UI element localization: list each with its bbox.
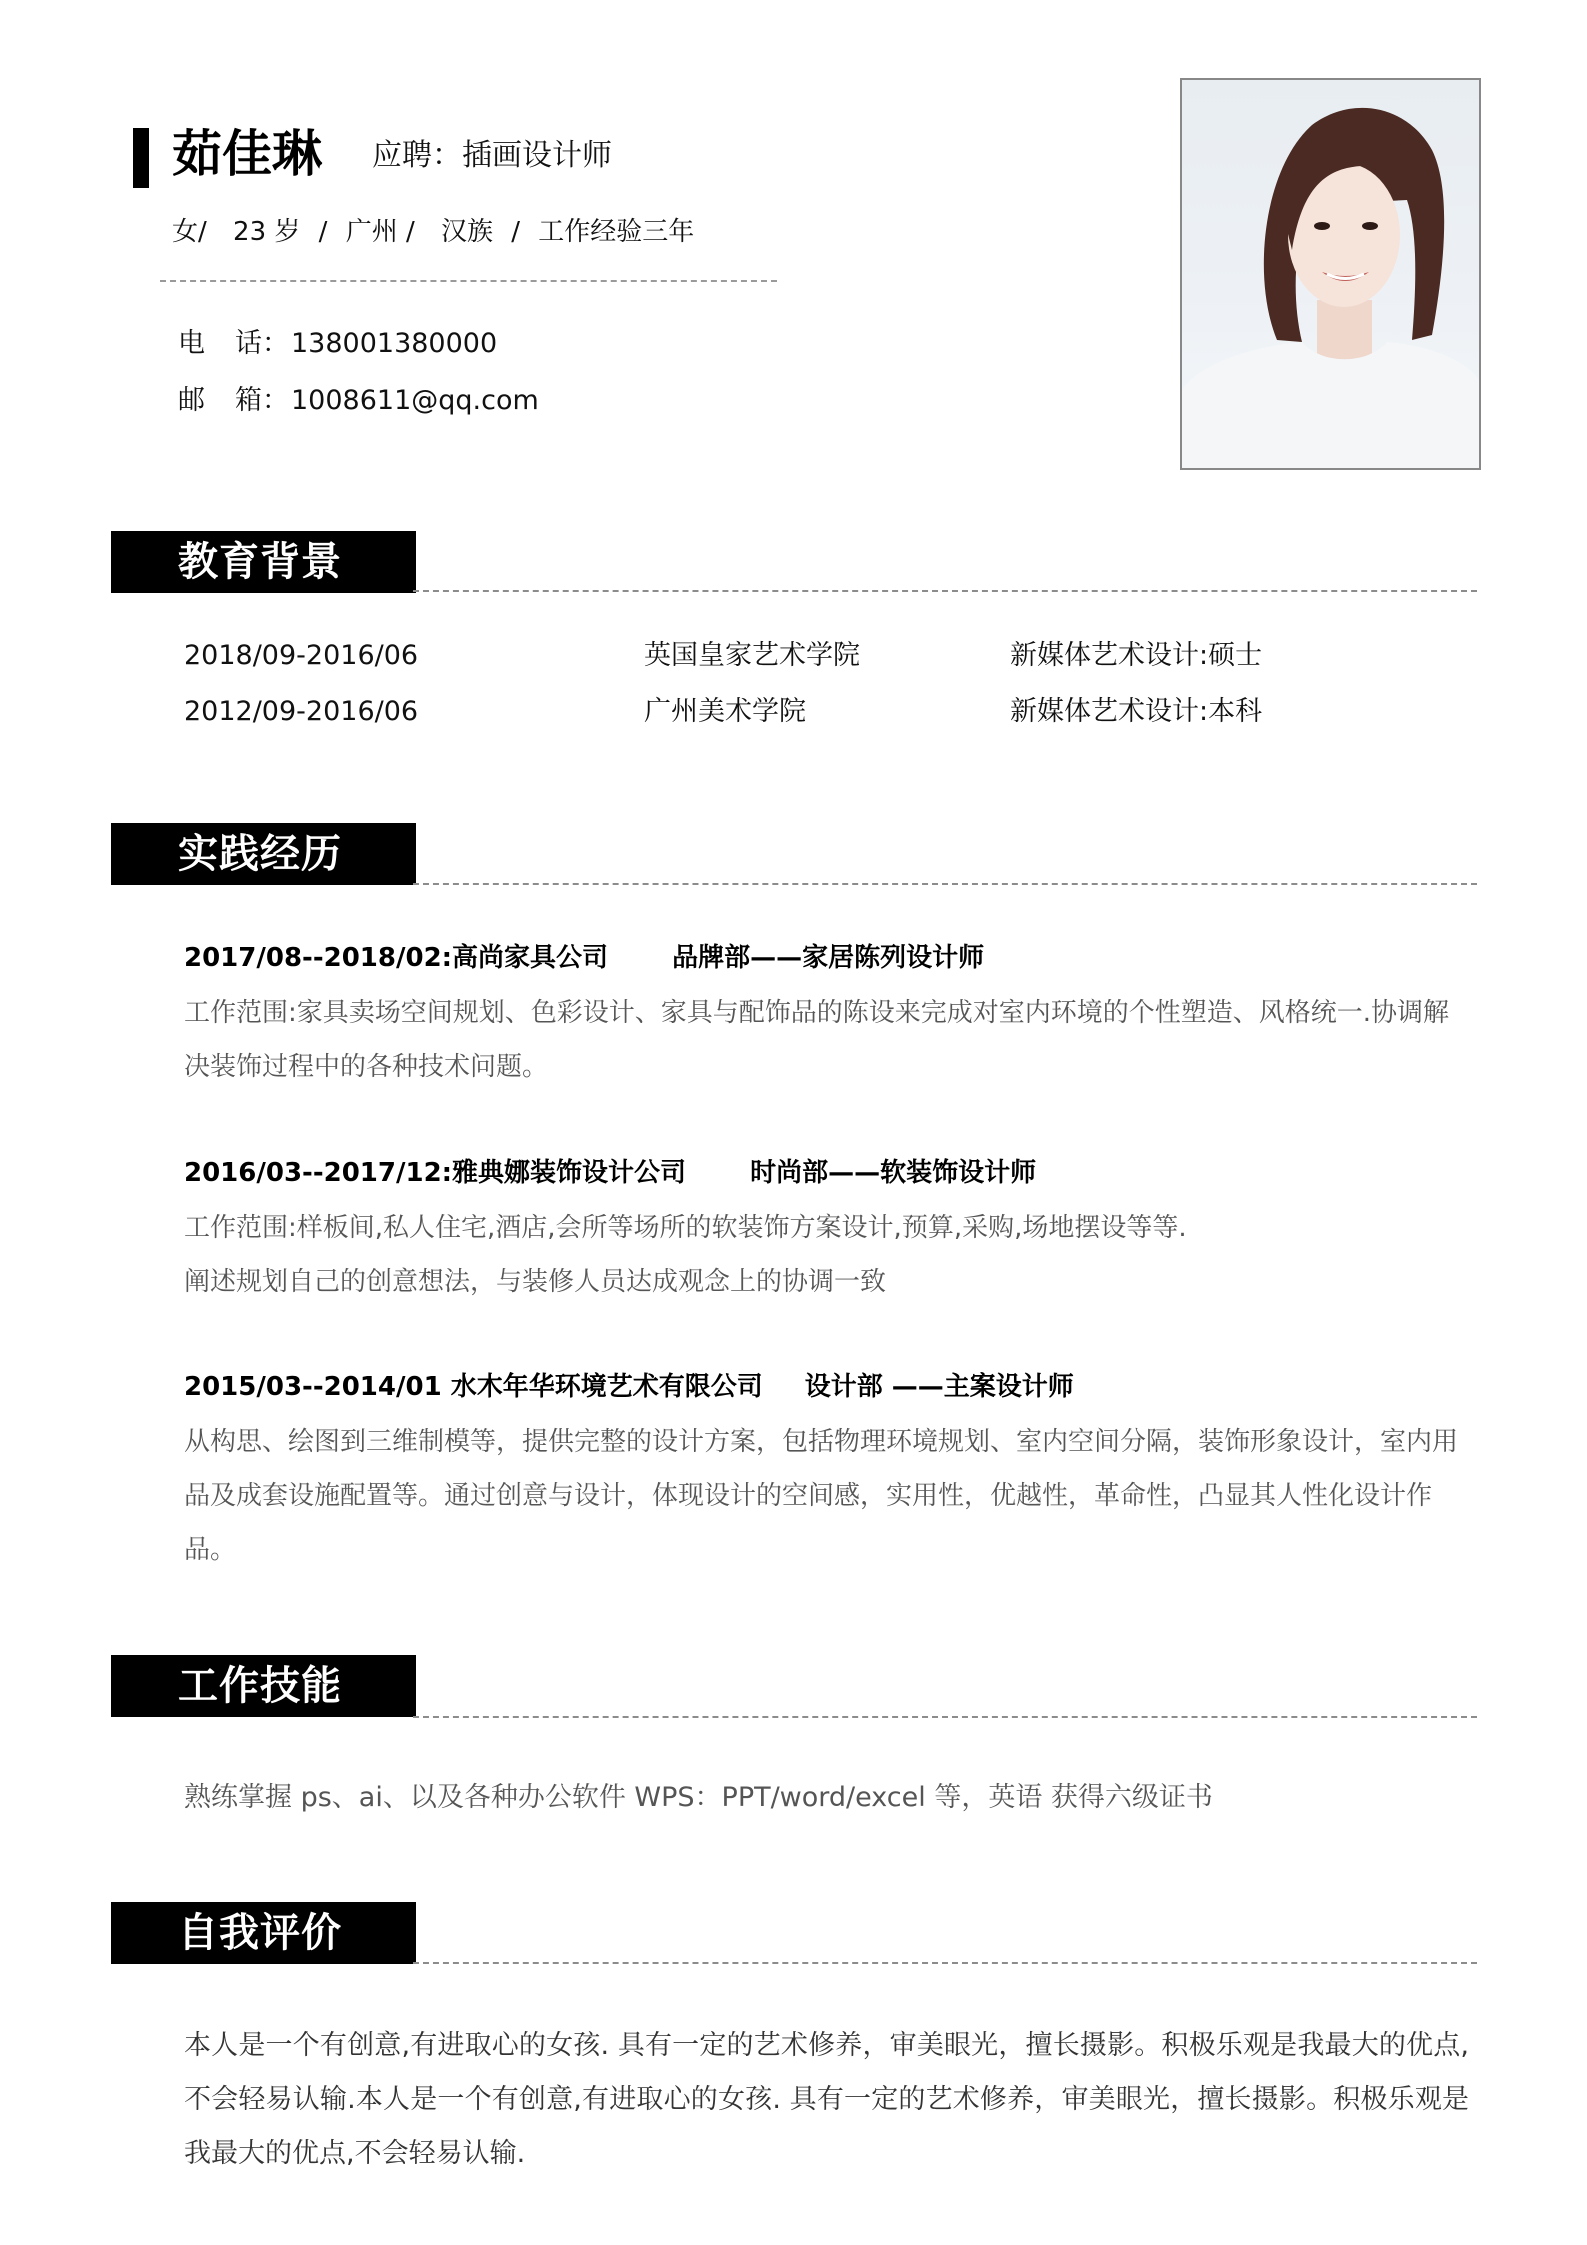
personal-info-line: [172, 212, 694, 252]
email-label-1: 邮: [178, 385, 205, 416]
section-divider: [413, 883, 1477, 885]
applying-label: 应聘：: [372, 138, 462, 173]
section-divider: [413, 590, 1477, 592]
email-value: 1008611@qq.com: [291, 385, 539, 416]
self-evaluation-text: 本人是一个有创意,有进取心的女孩. 具有一定的艺术修养，审美眼光，擅长摄影。积极乐观是我最大的优点,不会轻易认输.本人是一个有创意,有进取心的女孩. 具有一定的艺术修养，审美眼光，擅长摄影。积极乐观是我最大的优点,不会轻易认输.: [184, 2030, 1469, 2169]
info-separator: /: [318, 217, 328, 247]
section-title: 工作技能: [178, 1663, 342, 1709]
experience-company: 2015/03--2014/01 水木年华环境艺术有限公司: [184, 1372, 763, 1402]
education-period: 2012/09-2016/06: [184, 696, 419, 727]
portrait-photo: [1180, 78, 1481, 470]
info-separator: /: [511, 217, 521, 247]
experience-description: 从构思、绘图到三维制模等，提供完整的设计方案，包括物理环境规划、室内空间分隔，装饰形象设计，室内用品及成套设施配置等。通过创意与设计，体现设计的空间感，实用性，优越性，革命性，凸显其人性化设计作品。: [184, 1427, 1459, 1565]
section-divider: [413, 1716, 1477, 1718]
section-header-skills: [111, 1655, 416, 1717]
education-major: 新媒体艺术设计:硕士: [1010, 640, 1263, 671]
section-header-education: [111, 531, 416, 593]
experience-company: 2016/03--2017/12:雅典娜装饰设计公司: [184, 1158, 687, 1188]
education-row: [184, 636, 1384, 676]
experience-role: 设计部 ——主案设计师: [804, 1372, 1074, 1402]
experience-item-title: [184, 1153, 1036, 1193]
info-gender: 女/: [172, 217, 207, 247]
section-header-self-evaluation: [111, 1902, 416, 1964]
experience-role: 品牌部——家居陈列设计师: [672, 943, 985, 973]
info-age: 23 岁: [233, 217, 301, 247]
experience-role: 时尚部——软装饰设计师: [750, 1158, 1037, 1188]
experience-company: 2017/08--2018/02:高尚家具公司: [184, 943, 609, 973]
education-major: 新媒体艺术设计:本科: [1010, 696, 1263, 727]
section-title: 自我评价: [178, 1910, 342, 1956]
experience-item-title: [184, 1367, 1074, 1407]
experience-description-line: 工作范围:样板间,私人住宅,酒店,会所等场所的软装饰方案设计,预算,采购,场地摆设等等.: [184, 1213, 1187, 1243]
section-divider: [413, 1962, 1477, 1964]
skills-text: 熟练掌握 ps、ai、以及各种办公软件 WPS：PPT/word/excel 等，英语 获得六级证书: [184, 1782, 1213, 1813]
phone-label-1: 电: [178, 328, 205, 359]
education-school: 英国皇家艺术学院: [644, 640, 860, 671]
phone-value: 138001380000: [291, 328, 498, 359]
education-period: 2018/09-2016/06: [184, 640, 419, 671]
info-city: 广州 /: [345, 217, 415, 247]
education-school: 广州美术学院: [644, 696, 806, 727]
experience-description-line: 阐述规划自己的创意想法，与装修人员达成观念上的协调一致: [184, 1267, 887, 1297]
section-title: 教育背景: [178, 539, 342, 585]
header-divider: [160, 280, 777, 282]
info-experience: 工作经验三年: [538, 217, 695, 247]
phone-label-2: 话：: [235, 328, 289, 359]
candidate-name: 茹佳琳: [172, 125, 322, 183]
contact-email: [178, 381, 539, 421]
section-header-experience: [111, 823, 416, 885]
experience-item-title: [184, 938, 984, 978]
education-row: [184, 692, 1384, 732]
email-label-2: 箱：: [235, 385, 289, 416]
experience-description: 工作范围:家具卖场空间规划、色彩设计、家具与配饰品的陈设来完成对室内环境的个性塑造、风格统一.协调解决装饰过程中的各种技术问题。: [184, 998, 1450, 1082]
info-ethnicity: 汉族: [440, 217, 493, 247]
applying-position: [372, 134, 612, 178]
applying-position-value: 插画设计师: [462, 138, 612, 173]
section-title: 实践经历: [178, 831, 342, 877]
contact-phone: [178, 324, 497, 364]
name-accent-bar: [133, 128, 149, 188]
portrait-illustration: [1182, 80, 1479, 468]
experience-description: [184, 1201, 1469, 1309]
